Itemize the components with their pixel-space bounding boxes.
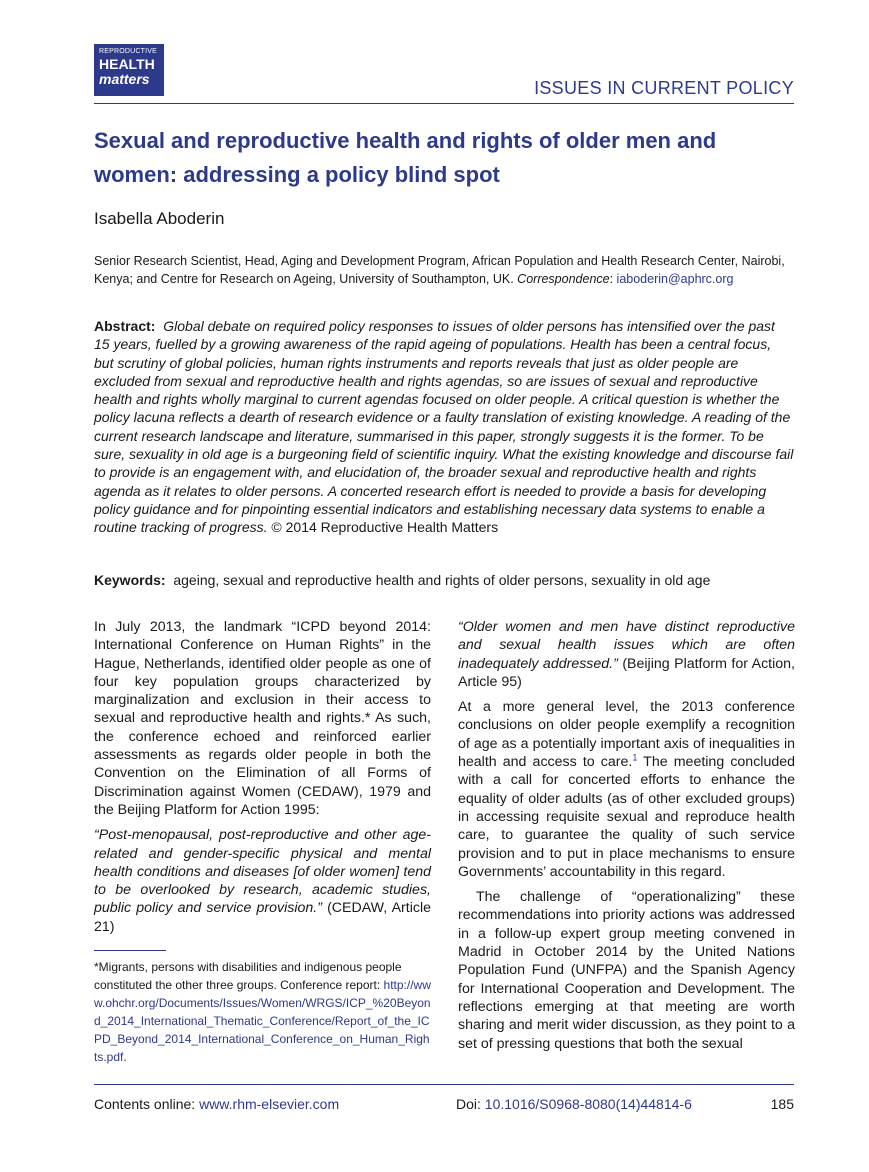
logo-line-1: REPRODUCTIVE	[99, 48, 158, 55]
body-column-right	[458, 618, 795, 1060]
body-paragraph	[458, 698, 795, 881]
doi-label: Doi:	[456, 1096, 481, 1112]
footnote-text: *Migrants, persons with disabilities and indigenous people constituted the other three groups. Conference report:	[94, 960, 402, 992]
keywords-text: ageing, sexual and reproductive health and rights of older persons, sexuality in old age	[173, 572, 711, 588]
contents-label: Contents online:	[94, 1096, 196, 1112]
author-name: Isabella Aboderin	[94, 209, 225, 228]
footnote-end: .	[123, 1050, 127, 1064]
page-number: 185	[770, 1096, 794, 1112]
header-divider	[94, 103, 794, 104]
body-paragraph-part: At a more general level, the 2013 conference conclusions on older people exemplify a recognition of age as a potentially important axis of inequalities in health and access to care.	[458, 699, 795, 771]
body-paragraph-part: The meeting concluded with a call for concerted efforts to enhance the equality of older adults (as of other excluded groups) in accessing requisite sexual and reproduce health care, to guarantee the quality of such service provision and to put in place mechanisms to ensure Governments’ accountability in this regard.	[458, 754, 796, 880]
cedaw-quote	[94, 826, 431, 936]
keywords	[94, 572, 794, 588]
cedaw-quote-source: (CEDAW, Article 21)	[94, 900, 431, 935]
contents-url-link[interactable]: www.rhm-elsevier.com	[199, 1096, 340, 1112]
beijing-quote-text: “Older women and men have distinct reproductive and sexual health issues which are often inadequately addressed.”	[458, 619, 795, 672]
correspondence-email-link[interactable]: iaboderin@aphrc.org	[616, 272, 734, 286]
abstract-copyright: © 2014 Reproductive Health Matters	[271, 519, 499, 536]
abstract	[94, 317, 794, 537]
abstract-text: Global debate on required policy responses to issues of older persons has intensified over the past 15 years, fuelled by a growing awareness of the rapid ageing of populations. Health has been a central focus, but scrutiny of global policies, human rights instruments and reports reveals that just as older people are excluded from sexual and reproductive health and rights agendas, so are issues of sexual and reproductive health and rights wholly marginal to current agendas focused on older people. A critical question is whether the policy lacuna reflects a dearth of research evidence or a faulty translation of existing knowledge. A reading of the current research landscape and literature, summarised in this paper, strongly suggests it is the former. To be sure, sexuality in old age is a burgeoning field of scientific inquiry. What the existing knowledge and discourse fail to provide is an engagement with, and elucidation of, the broader sexual and reproductive health and rights agenda as it relates to older persons. A concerted research effort is needed to provide a basis for developing policy guidance and for pinpointing essential indicators and establishing necessary data systems to enable a routine tracking of progress.	[94, 318, 794, 536]
footnote	[94, 958, 431, 1066]
footnote-divider	[94, 950, 166, 951]
beijing-quote-source: (Beijing Platform for Action, Article 95)	[458, 655, 796, 690]
affiliation-text: Senior Research Scientist, Head, Aging and Development Program, African Population and Health Research Center, Nairobi, Kenya; and Centre for Research on Ageing, University of Southampton, UK.	[94, 254, 785, 286]
cedaw-quote-text: “Post-menopausal, post-reproductive and other age-related and gender-specific physical and mental health conditions and diseases [of older women] tend to be overlooked by research, academic studies, public policy and service provision.”	[94, 827, 431, 917]
body-paragraph: In July 2013, the landmark “ICPD beyond 2014: International Conference on Human Rights” in the Hague, Netherlands, identified older people as one of four key population groups characterized by marginalization and exclusion in their access to sexual and reproductive health and rights.* As such, the conference echoed and reinforced earlier assessments as regards older people in both the Convention on the Elimination of all Forms of Discrimination against Women (CEDAW), 1979 and the Beijing Platform for Action 1995:	[94, 619, 431, 818]
footer-doi	[456, 1096, 692, 1112]
reference-marker[interactable]: 1	[632, 752, 638, 763]
body-column-left	[94, 618, 431, 943]
logo-line-3: matters	[99, 71, 150, 87]
doi-link[interactable]: 10.1016/S0968-8080(14)44814-6	[484, 1096, 692, 1112]
footnote-url-link[interactable]: http://www.ohchr.org/Documents/Issues/Women/WRGS/ICP_%20Beyond_2014_International_Thematic_Conference/Report_of_the_ICPD_Beyond_2014_International_Conference_on_Human_Rights.pdf	[94, 978, 431, 1064]
correspondence-label: Correspondence	[517, 272, 610, 286]
footer-contents	[94, 1096, 339, 1112]
section-label: ISSUES IN CURRENT POLICY	[534, 78, 794, 98]
beijing-quote	[458, 618, 795, 691]
logo-line-2: HEALTH	[99, 56, 155, 72]
affiliation: Senior Research Scientist, Head, Aging and Development Program, African Population and Health Research Center, Nairobi, Kenya; and Centre for Research on Ageing, University of Southampton, UK. Correspondence: iaboderin@aphrc.org	[94, 254, 785, 286]
keywords-label: Keywords:	[94, 572, 166, 588]
abstract-label: Abstract:	[94, 318, 156, 334]
footer-divider	[94, 1084, 794, 1085]
body-paragraph: The challenge of “operationalizing” these recommendations into priority actions was addressed in a follow-up expert group meeting convened in Madrid in October 2014 by the United Nations Population Fund (UNFPA) and the Spanish Agency for International Cooperation and Development. The reflections emerging at that meeting are worth sharing and merit wider discussion, as they point to a set of pressing questions that both the sexual	[458, 889, 795, 1052]
journal-logo	[94, 44, 164, 96]
article-title: Sexual and reproductive health and rights of older men and women: addressing a policy blind spot	[94, 128, 717, 187]
